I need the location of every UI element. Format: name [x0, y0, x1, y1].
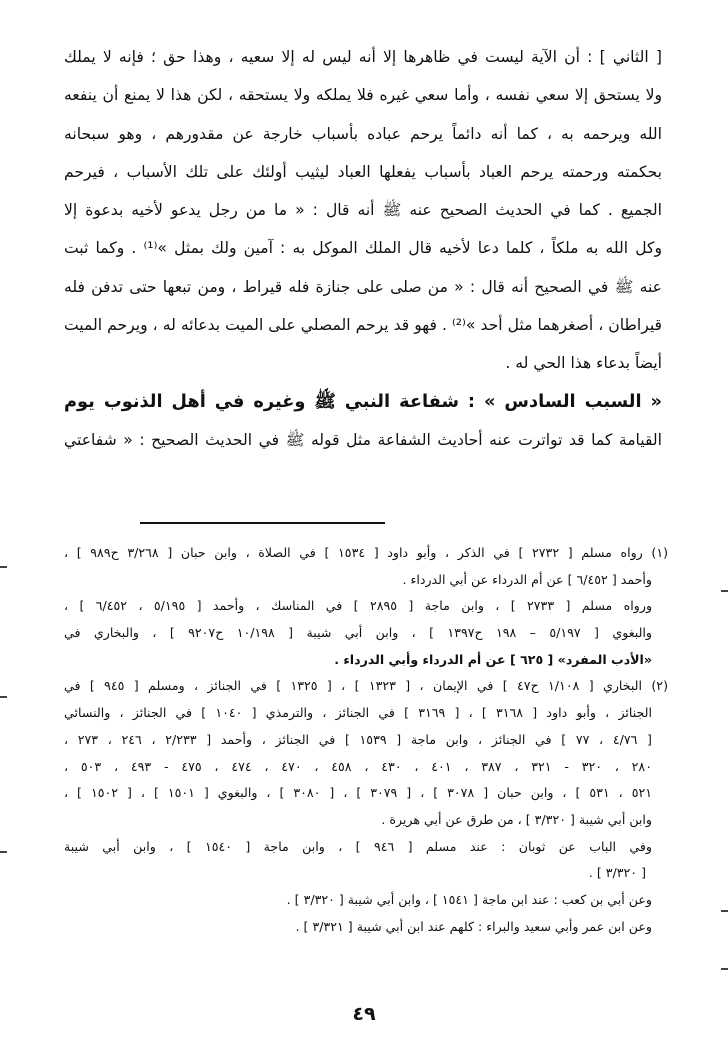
- footnote-line: وأحمد [ ٦/٤٥٢ ] عن أم الدرداء عن أبي الدرداء .: [402, 571, 652, 587]
- footnote-line: «الأدب المفرد» [ ٦٢٥ ] عن أم الدرداء وأبي الدرداء .: [334, 651, 652, 667]
- main-text-line: قيراطان ، أصغرهما مثل أحد »⁽²⁾ . فهو قد يرحم المصلي على الميت بدعائه له ، ويرحم الميت: [64, 316, 662, 335]
- main-text-line: وكل الله به ملكاً ، كلما دعا لأخيه قال الملك الموكل به : آمين ولك بمثل »⁽¹⁾ . وكما ثبت: [64, 239, 662, 258]
- footnote-line: الجنائز ، وأبو داود [ ٣١٦٨ ] ، [ ٣١٦٩ ] في الجنائز ، والترمذي [ ١٠٤٠ ] في الجنائز ، والنسائي: [64, 705, 653, 721]
- footnote-line: وابن أبي شيبة [ ٣/٣٢٠ ] ، من طرق عن أبي هريرة .: [381, 811, 652, 827]
- margin-mark: [721, 968, 728, 970]
- margin-mark: [721, 910, 728, 912]
- main-text: [64, 38, 662, 459]
- margin-mark: [721, 590, 728, 592]
- footnote-line: وفي الباب عن ثوبان : عند مسلم [ ٩٤٦ ] ، وابن ماجة [ ١٥٤٠ ] ، وابن أبي شيبة: [64, 838, 652, 854]
- footnote-line: (٢) البخاري [ ١/١٠٨ ح٤٧ ] في الإيمان ، [ ١٣٢٣ ] ، [ ١٣٢٥ ] في الجنائز ، ومسلم [ ٩٤٥ ] في: [64, 678, 668, 694]
- main-text-line: [ الثاني ] : أن الآية ليست في ظاهرها إلا أنه ليس له إلا سعيه ، وهذا حق ؛ فإنه لا يملك: [64, 48, 662, 66]
- footnotes: [64, 540, 668, 940]
- section-heading: « السبب السادس » : شفاعة النبي ﷺ وغيره في أهل الذنوب يوم: [64, 390, 662, 412]
- margin-mark: [0, 696, 7, 698]
- main-text-line: الله ويرحمه به ، كما أنه دائماً يرحم عباده بأسباب خارجة عن مقدورهم ، وهو سبحانه: [64, 124, 662, 143]
- footnote-line: ٢٨٠ ، ٣٢٠ - ٣٢١ ، ٣٨٧ ، ٤٠١ ، ٤٣٠ ، ٤٥٨ ، ٤٧٠ ، ٤٧٤ ، ٤٧٥ - ٤٩٣ ، ٥٠٣ ،: [64, 758, 652, 774]
- margin-mark: [0, 566, 7, 568]
- footnote-line: (١) رواه مسلم [ ٢٧٣٢ ] في الذكر ، وأبو داود [ ١٥٣٤ ] في الصلاة ، وابن حبان [ ٣/٢٦٨ ح٩٨٩ ] ،: [64, 545, 668, 560]
- footnote-line: والبغوي [ ٥/١٩٧ – ١٩٨ ح١٣٩٧ ] ، وابن أبي شيبة [ ١٠/١٩٨ ح٩٢٠٧ ] ، والبخاري في: [64, 625, 652, 641]
- footnote-line: ٥٢١ ، ٥٣١ ] ، وابن حبان [ ٣٠٧٨ ] ، [ ٣٠٧٩ ] ، [ ٣٠٨٠ ] ، والبغوي [ ١٥٠١ ] ، [ ١٥٠٢ ] ،: [64, 785, 652, 801]
- page-number: ٤٩: [352, 1003, 376, 1025]
- main-text-line: بحكمته ورحمته يرحم العباد بأسباب يفعلها العباد ليثيب أولئك على تلك الأسباب ، فيرحم: [64, 162, 662, 181]
- footnote-line: ورواه مسلم [ ٢٧٣٣ ] ، وابن ماجة [ ٢٨٩٥ ] في المناسك ، وأحمد [ ٥/١٩٥ ، ٦/٤٥٢ ] ،: [64, 598, 653, 614]
- footnote-separator: [140, 522, 385, 524]
- footnote-line: وعن أبي بن كعب : عند ابن ماجة [ ١٥٤١ ] ، وابن أبي شيبة [ ٣/٣٢٠ ] .: [286, 891, 652, 907]
- footnote-line: [ ٤/٧٦ ، ٧٧ ] في الجنائز ، وابن ماجة [ ١٥٣٩ ] في الجنائز ، وأحمد [ ٢/٢٣٣ ، ٢٤٦ ، ٢٧٣ ،: [64, 731, 652, 747]
- main-text-line: أيضاً بدعاء هذا الحي له .: [505, 354, 662, 373]
- main-text-line: عنه ﷺ في الصحيح أنه قال : « من صلى على جنازة فله قيراط ، ومن تبعها حتى تدفن فله: [64, 277, 662, 296]
- main-text-line: الجميع . كما في الحديث الصحيح عنه ﷺ أنه قال : « ما من رجل يدعو لأخيه بدعوة إلا: [64, 201, 662, 220]
- margin-mark: [0, 851, 7, 853]
- footnote-line: وعن ابن عمر وأبي سعيد والبراء : كلهم عند ابن أبي شيبة [ ٣/٣٢١ ] .: [295, 918, 652, 934]
- main-text-line: ولا يستحق إلا سعي نفسه ، وأما سعي غيره فلا يملكه ولا يستحقه ، لكن هذا لا يمنع أن ينفعه: [64, 86, 662, 105]
- footnote-line: [ ٣/٣٢٠ ] .: [588, 865, 646, 881]
- main-text-line: القيامة كما قد تواترت عنه أحاديث الشفاعة مثل قوله ﷺ في الحديث الصحيح : « شفاعتي: [64, 430, 662, 449]
